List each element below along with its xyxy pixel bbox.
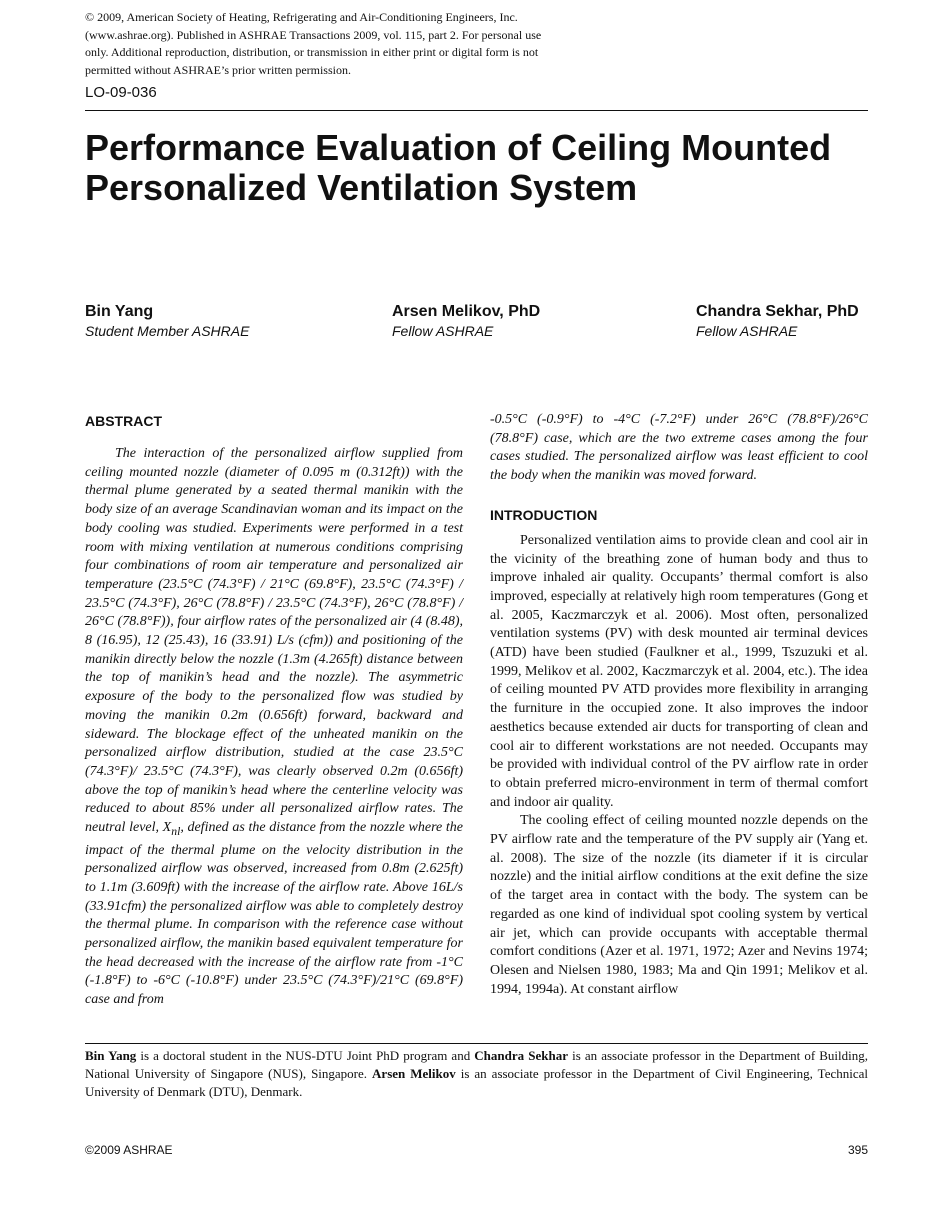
author-footnote	[85, 1047, 868, 1101]
introduction-paragraph: Personalized ventilation aims to provide clean and cool air in the vicinity of the breathing zone of human body and thus to improve inhaled air quality. Occupants’ thermal comfort is also improved, especially at relatively high room temperatures (Gong et al. 2005, Kaczmarczyk et al. 2006). Most often, personalized ventilation systems (PV) with desk mounted air terminal devices (ATD) have been studied (Faulkner et al., 1999, Tszuzuki et al. 1999, Melikov et al. 2002, Kaczmarczyk et al. 2004, etc.). The idea of ceiling mounted PV ATD provides more flexibility in arranging the furniture in the occupied zone. It also improves the indoor aesthetics because extended air ducts for transporting of clean and cool air to different workstations are not needed. Occupants may be provided with individual control of the PV airflow rate in order to obtain preferred micro-environment in term of thermal comfort and indoor air quality.	[490, 532, 868, 810]
abstract-body	[85, 445, 463, 1010]
footnote-text: is an associate professor in the Department of Civil Engineering, Technical University of Denmark (DTU), Denmark.	[85, 1066, 868, 1099]
right-column	[490, 411, 868, 999]
author-block	[392, 302, 540, 341]
footer-copyright: ©2009 ASHRAE	[85, 1143, 173, 1157]
page-number: 395	[847, 1143, 868, 1157]
author-name: Bin Yang	[85, 303, 154, 320]
header-divider	[85, 110, 868, 111]
author-block	[696, 302, 859, 341]
abstract-text-part2: , defined as the distance from the nozzle where the impact of the thermal plume on the velocity distribution in the personalized airflow was observed, increased from 0.8m (2.625ft) to 1.1m (3.609ft) with the increase of the airflow rate. Above 16L/s (33.91cfm) the personalized airflow was able to completely destroy the thermal plume. In comparison with the reference case without personalized airflow, the manikin based equivalent temperature for the head decreased with the increase of the airflow rate from -1°C (-1.8°F) to -6°C (-10.8°F) under 23.5°C (74.3°F)/21°C (69.8°F) case and from	[85, 820, 463, 1008]
author-name: Chandra Sekhar, PhD	[696, 303, 859, 320]
author-name: Arsen Melikov, PhD	[392, 303, 541, 320]
footnote-text: is an associate professor in the Department of Building, National University of Singapore (NUS), Singapore.	[85, 1048, 869, 1081]
abstract-text-part1: The interaction of the personalized airflow supplied from ceiling mounted nozzle (diameter of 0.095 m (0.312ft)) with the thermal plume generated by a seated thermal manikin with the body size of an average Scandinavian woman and its impact on the body cooling was studied. Experiments were performed in a test room with mixing ventilation at numerous conditions comprising four combinations of room air temperature and personalized air temperature (23.5°C (74.3°F) / 21°C (69.8°F), 23.5°C (74.3°F) / 23.5°C (74.3°F), 26°C (78.8°F) / 23.5°C (74.3°F), 26°C (78.8°F) / 26°C (78.8°F)), four airflow rates of the personalized air (4 (8.48), 8 (16.95), 12 (25.43), 16 (33.91) L/s (cfm)) and positioning of the manikin directly below the nozzle (1.3m (4.265ft) distance between the top of manikin’s head and the nozzle). The asymmetric exposure of the body to the personalized flow was studied by moving the manikin 0.2m (0.656ft) forward, backward and sideward. The blockage effect of the unheated manikin on the personalized airflow distribution, studied at the case 23.5°C (74.3°F)/ 23.5°C (74.3°F), was clearly observed 0.2m (0.656ft) above the top of manikin’s head where the centerline velocity was reduced to about 85% under all personalized airflow rates. The neutral level, X	[85, 446, 463, 836]
footnote-text: is a doctoral student in the NUS-DTU Joint PhD program and	[136, 1048, 475, 1063]
author-affiliation: Fellow ASHRAE	[696, 323, 798, 339]
copyright-notice: © 2009, American Society of Heating, Refrigerating and Air-Conditioning Engineers, Inc. (www.ashrae.org). Published in ASHRAE Transactions 2009, vol. 115, part 2. For personal use only. Additional reproduction, distribution, or transmission in either print or digital form is not permitted without ASHRAE’s prior written permission.	[85, 10, 542, 77]
footnote-author-name: Chandra Sekhar	[474, 1048, 568, 1063]
footnote-author-name: Arsen Melikov	[372, 1066, 456, 1081]
introduction-paragraph: The cooling effect of ceiling mounted nozzle depends on the PV airflow rate and the temperature of the PV supply air (Yang et. al. 2008). The size of the nozzle (its diameter if it is circular nozzle) and the initial airflow conditions at the exit define the size of the target area in contact with the body. The system can be regarded as one kind of individual spot cooling system by vertical air jet, which can provide occupants with acceptable thermal comfort conditions (Azer et al. 1971, 1972; Azer and Nevins 1974; Olesen and Nielsen 1980, 1983; Ma and Qin 1991; Melikov et al. 1994, 1994a). At constant airflow	[490, 813, 868, 997]
author-affiliation: Fellow ASHRAE	[392, 323, 494, 339]
abstract-continuation: -0.5°C (-0.9°F) to -4°C (-7.2°F) under 26°C (78.8°F)/26°C (78.8°F) case, which are the two extreme cases among the four cases studied. The personalized airflow was least efficient to cool the body when the manikin was moved forward.	[490, 412, 868, 484]
paper-id: LO-09-036	[85, 84, 157, 101]
footnote-author-name: Bin Yang	[85, 1048, 137, 1063]
left-column	[85, 411, 463, 1010]
abstract-subscript: nl	[171, 824, 181, 838]
author-block	[85, 302, 249, 341]
author-affiliation: Student Member ASHRAE	[85, 323, 250, 339]
footnote-divider	[85, 1043, 868, 1044]
abstract-heading: ABSTRACT	[85, 413, 162, 429]
introduction-heading: INTRODUCTION	[490, 506, 598, 523]
paper-title: Performance Evaluation of Ceiling Mounted Personalized Ventilation System	[85, 127, 832, 208]
